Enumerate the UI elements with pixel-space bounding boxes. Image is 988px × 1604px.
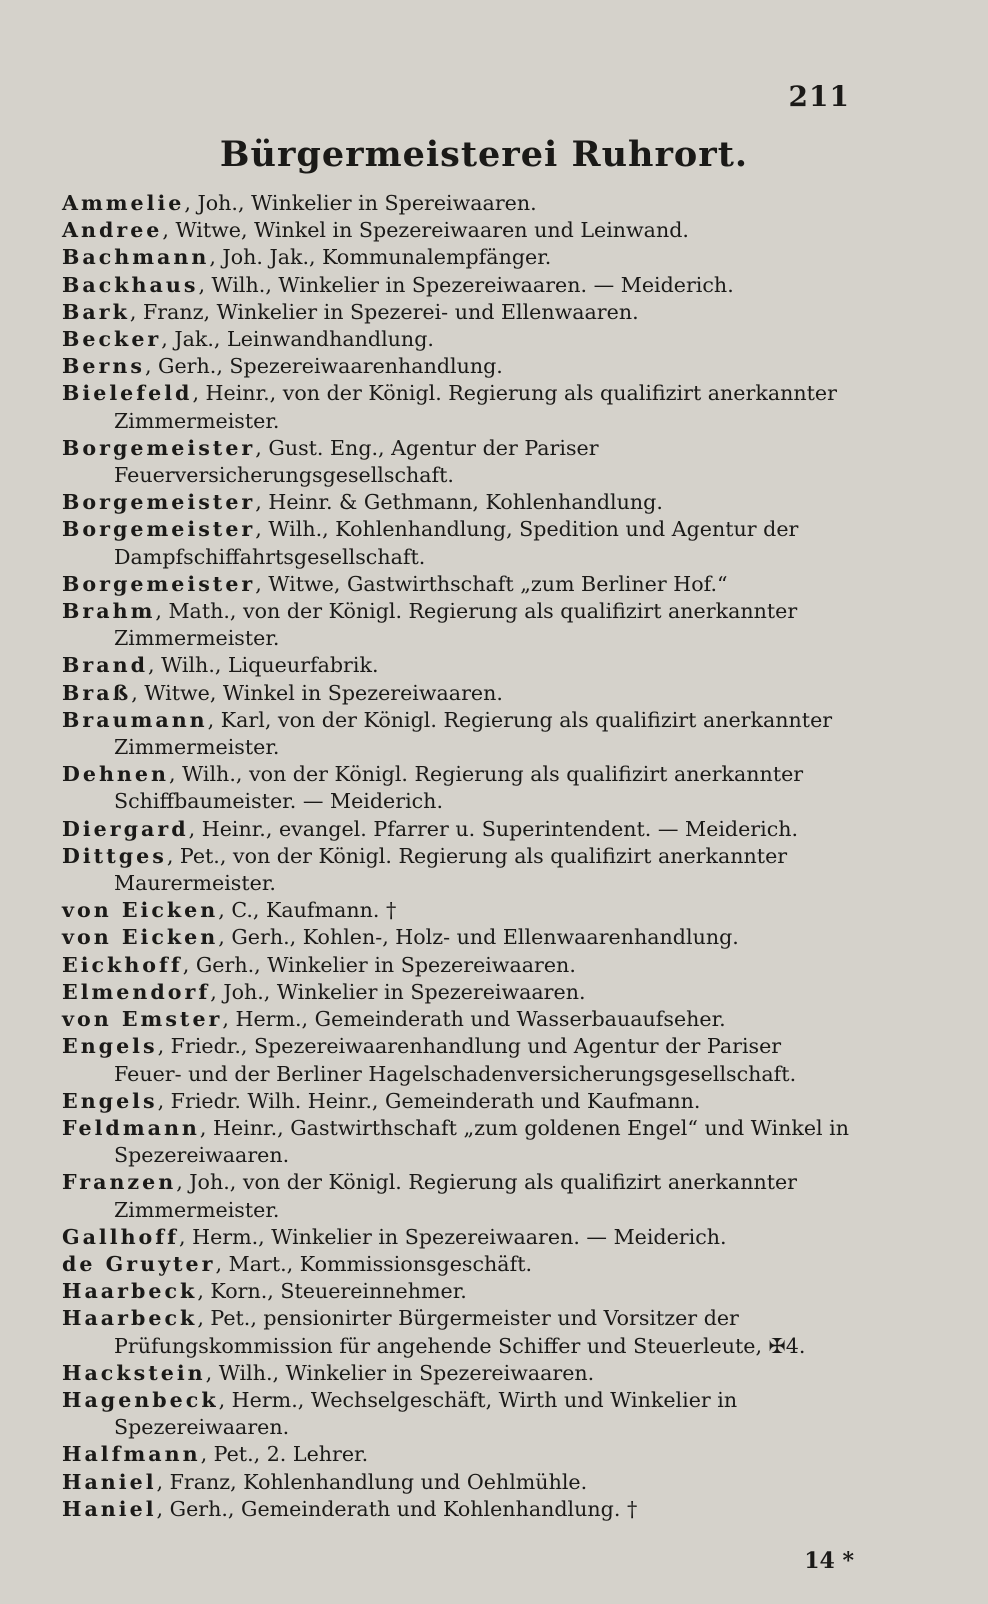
directory-entry [62,1224,850,1251]
directory-entry [62,1251,850,1278]
entry-details: , Pet., 2. Lehrer. [200,1442,369,1467]
entry-name: Andree [62,218,163,243]
entry-details: , Joh. Jak., Kommunalempfänger. [209,245,552,270]
entry-details: , Herm., Wechselgeschäft, Wirth und Winkelier in Spezereiwaaren. [114,1387,738,1440]
directory-entry [62,489,850,516]
entry-details: , Herm., Gemeinderath und Wasserbauaufseher. [222,1007,726,1032]
entry-name: Bielefeld [62,381,193,406]
directory-entries [62,190,850,1523]
entry-details: , Wilh., Winkelier in Spezereiwaaren. [205,1360,595,1385]
entry-details: , Gerh., Spezereiwaarenhandlung. [144,354,503,379]
directory-entry [62,924,850,951]
entry-name: Haarbeck [62,1279,198,1304]
entry-details: , Korn., Steuereinnehmer. [197,1279,467,1304]
entry-name: Engels [62,1034,158,1059]
entry-details: , Franz, Winkelier in Spezerei- und Ellenwaaren. [129,299,639,324]
entry-name: Elmendorf [62,979,211,1004]
entry-details: , Joh., von der Königl. Regierung als qualifizirt anerkannter Zimmermeister. [114,1170,798,1222]
entry-name: Berns [62,354,145,379]
directory-entry [62,299,850,326]
directory-entry [62,707,850,761]
entry-details: , Witwe, Gastwirthschaft „zum Berliner Hof.“ [255,571,728,596]
directory-entry [62,353,850,380]
entry-name: Dehnen [62,762,169,787]
entry-details: , Heinr. & Gethmann, Kohlenhandlung. [255,490,663,515]
entry-name: Dittges [62,843,167,868]
entry-name: Haniel [62,1496,157,1521]
directory-entry [62,1496,850,1523]
directory-entry [62,1441,850,1468]
entry-details: , Wilh., Winkelier in Spezereiwaaren. — Meiderich. [198,272,734,297]
entry-details: , Gerh., Kohlen-, Holz- und Ellenwaarenhandlung. [218,925,739,950]
entry-name: Bachmann [62,245,210,270]
directory-entry [62,1305,850,1359]
directory-entry [62,1278,850,1305]
directory-entry [62,516,850,570]
entry-name: Ammelie [62,191,185,215]
entry-name: Franzen [62,1170,177,1195]
entry-details: , Witwe, Winkel in Spezereiwaaren und Leinwand. [162,218,689,243]
entry-details: , Witwe, Winkel in Spezereiwaaren. [131,680,503,705]
entry-name: von Eicken [62,925,219,950]
entry-details: , Herm., Winkelier in Spezereiwaaren. — Meiderich. [179,1224,727,1249]
entry-name: Hagenbeck [62,1387,219,1412]
entry-name: Brahm [62,599,156,624]
directory-entry [62,761,850,815]
entry-details: , Joh., Winkelier in Spezereiwaaren. [210,979,586,1004]
entry-name: Borgemeister [62,571,256,596]
entry-details: , Heinr., Gastwirthschaft „zum goldenen Engel“ und Winkel in Spezereiwaaren. [114,1115,850,1168]
entry-name: Engels [62,1088,158,1113]
entry-name: de Gruyter [62,1251,216,1276]
directory-entry [62,217,850,244]
entry-name: Diergard [62,816,189,841]
signature-mark: 14 * [804,1548,854,1574]
directory-entry [62,1033,850,1087]
directory-entry [62,979,850,1006]
directory-entry [62,1006,850,1033]
directory-entry [62,1360,850,1387]
directory-entry [62,244,850,271]
entry-details: , Jak., Leinwandhandlung. [161,327,434,352]
entry-details: , Wilh., Liqueurfabrik. [147,653,379,678]
entry-name: Haniel [62,1469,157,1494]
directory-entry [62,380,850,434]
entry-name: Borgemeister [62,435,256,460]
entry-name: Brand [62,653,148,678]
entry-details: , Joh., Winkelier in Spereiwaaren. [184,191,537,215]
entry-details: , Friedr., Spezereiwaarenhandlung und Agentur der Pariser Feuer- und der Berliner Hagelschadenversicherungsgesellschaft. [114,1034,797,1086]
entry-name: Becker [62,327,162,352]
directory-entry [62,952,850,979]
entry-name: Braß [62,680,132,705]
entry-name: Hackstein [62,1360,206,1385]
entry-name: von Eicken [62,898,219,923]
entry-details: , Gust. Eng., Agentur der Pariser Feuerversicherungsgesellschaft. [114,435,599,488]
entry-name: Borgemeister [62,517,256,542]
entry-details: , Friedr. Wilh. Heinr., Gemeinderath und Kaufmann. [157,1088,701,1113]
entry-details: , C., Kaufmann. † [218,898,397,923]
directory-entry [62,1469,850,1496]
entry-name: Borgemeister [62,490,256,515]
page-title: Bürgermeisterei Ruhrort. [219,134,749,175]
entry-details: , Wilh., Kohlenhandlung, Spedition und Agentur der Dampfschiffahrtsgesellschaft. [114,517,799,569]
entry-name: Gallhoff [62,1224,180,1249]
entry-details: , Heinr., evangel. Pfarrer u. Superintendent. — Meiderich. [188,816,799,841]
entry-name: Braumann [62,707,208,732]
directory-entry [62,680,850,707]
directory-entry [62,1387,850,1441]
entry-details: , Pet., pensionirter Bürgermeister und Vorsitzer der Prüfungskommission für angehende Schiffer und Steuerleute, ✠4. [114,1306,806,1358]
directory-entry [62,272,850,299]
directory-entry [62,1115,850,1169]
directory-entry [62,652,850,679]
entry-details: , Wilh., von der Königl. Regierung als qualifizirt anerkannter Schiffbaumeister. — Meiderich. [114,762,804,814]
entry-name: Backhaus [62,272,199,297]
entry-name: Feldmann [62,1115,200,1140]
entry-details: , Pet., von der Königl. Regierung als qualifizirt anerkannter Maurermeister. [114,843,788,896]
directory-entry [62,190,850,217]
entry-name: Haarbeck [62,1306,198,1331]
entry-name: Bark [62,299,130,324]
entry-details: , Heinr., von der Königl. Regierung als qualifizirt anerkannter Zimmermeister. [114,381,837,433]
entry-details: , Karl, von der Königl. Regierung als qualifizirt anerkannter Zimmermeister. [114,707,833,760]
directory-entry [62,816,850,843]
entry-details: , Mart., Kommissionsgeschäft. [215,1251,533,1276]
directory-entry [62,326,850,353]
entry-details: , Math., von der Königl. Regierung als qualifizirt anerkannter Zimmermeister. [114,599,798,651]
page-number: 211 [788,80,850,113]
directory-entry [62,435,850,489]
directory-entry [62,897,850,924]
directory-entry [62,843,850,897]
entry-details: , Gerh., Winkelier in Spezereiwaaren. [182,952,576,977]
entry-name: von Emster [62,1007,223,1032]
entry-name: Eickhoff [62,952,183,977]
directory-entry [62,598,850,652]
directory-entry [62,571,850,598]
entry-details: , Gerh., Gemeinderath und Kohlenhandlung. † [156,1496,638,1521]
entry-name: Halfmann [62,1442,201,1467]
entry-details: , Franz, Kohlenhandlung und Oehlmühle. [156,1469,588,1494]
directory-entry [62,1088,850,1115]
directory-entry [62,1169,850,1223]
